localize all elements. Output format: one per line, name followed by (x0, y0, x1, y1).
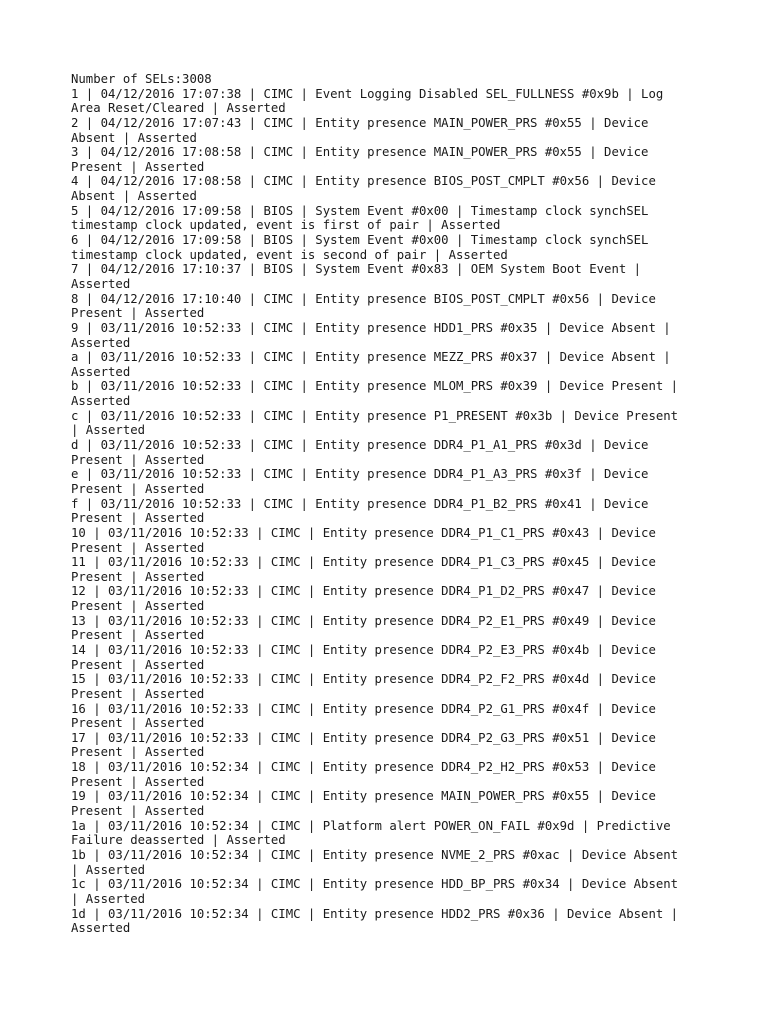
log-line: Present | Asserted (71, 716, 205, 731)
log-line: Present | Asserted (71, 628, 205, 643)
log-line: Asserted (71, 394, 131, 409)
log-line: 16 | 03/11/2016 10:52:33 | CIMC | Entity presence DDR4_P2_G1_PRS #0x4f | Device (71, 701, 656, 716)
log-line: 3 | 04/12/2016 17:08:58 | CIMC | Entity presence MAIN_POWER_PRS #0x55 | Device (71, 145, 649, 160)
log-line: 7 | 04/12/2016 17:10:37 | BIOS | System Event #0x83 | OEM System Boot Event | (71, 262, 642, 277)
log-line: Present | Asserted (71, 306, 205, 321)
log-line: c | 03/11/2016 10:52:33 | CIMC | Entity presence P1_PRESENT #0x3b | Device Present (71, 408, 679, 423)
log-line: Present | Asserted (71, 159, 205, 174)
log-line: 1b | 03/11/2016 10:52:34 | CIMC | Entity presence NVME_2_PRS #0xac | Device Absent (71, 847, 679, 862)
log-line: Asserted (71, 335, 131, 350)
log-line: 17 | 03/11/2016 10:52:33 | CIMC | Entity presence DDR4_P2_G3_PRS #0x51 | Device (71, 730, 656, 745)
log-line: Absent | Asserted (71, 189, 197, 204)
log-line: | Asserted (71, 423, 146, 438)
log-line: Present | Asserted (71, 686, 205, 701)
log-line: timestamp clock updated, event is first of pair | Asserted (71, 218, 501, 233)
log-line: 6 | 04/12/2016 17:09:58 | BIOS | System Event #0x00 | Timestamp clock synchSEL (71, 233, 649, 248)
log-line: 13 | 03/11/2016 10:52:33 | CIMC | Entity presence DDR4_P2_E1_PRS #0x49 | Device (71, 613, 656, 628)
log-line: 1d | 03/11/2016 10:52:34 | CIMC | Entity presence HDD2_PRS #0x36 | Device Absent | (71, 906, 679, 921)
log-line: Present | Asserted (71, 745, 205, 760)
log-line: 1a | 03/11/2016 10:52:34 | CIMC | Platform alert POWER_ON_FAIL #0x9d | Predictive (71, 818, 671, 833)
log-line: 11 | 03/11/2016 10:52:33 | CIMC | Entity presence DDR4_P1_C3_PRS #0x45 | Device (71, 555, 656, 570)
log-line: Asserted (71, 364, 131, 379)
log-line: Asserted (71, 276, 131, 291)
log-line: Present | Asserted (71, 599, 205, 614)
log-line: Present | Asserted (71, 804, 205, 819)
log-line: 8 | 04/12/2016 17:10:40 | CIMC | Entity presence BIOS_POST_CMPLT #0x56 | Device (71, 291, 656, 306)
log-line: 1 | 04/12/2016 17:07:38 | CIMC | Event Logging Disabled SEL_FULLNESS #0x9b | Log (71, 86, 664, 101)
log-line: Present | Asserted (71, 540, 205, 555)
log-line: Present | Asserted (71, 452, 205, 467)
log-line: 18 | 03/11/2016 10:52:34 | CIMC | Entity presence DDR4_P2_H2_PRS #0x53 | Device (71, 760, 656, 775)
log-line: 10 | 03/11/2016 10:52:33 | CIMC | Entity presence DDR4_P1_C1_PRS #0x43 | Device (71, 525, 656, 540)
log-line: 12 | 03/11/2016 10:52:33 | CIMC | Entity presence DDR4_P1_D2_PRS #0x47 | Device (71, 584, 656, 599)
log-line: Asserted (71, 921, 131, 936)
log-line: 2 | 04/12/2016 17:07:43 | CIMC | Entity presence MAIN_POWER_PRS #0x55 | Device (71, 115, 649, 130)
log-line: Present | Asserted (71, 774, 205, 789)
log-line: e | 03/11/2016 10:52:33 | CIMC | Entity presence DDR4_P1_A3_PRS #0x3f | Device (71, 467, 649, 482)
log-line: Area Reset/Cleared | Asserted (71, 101, 286, 116)
log-line: a | 03/11/2016 10:52:33 | CIMC | Entity presence MEZZ_PRS #0x37 | Device Absent | (71, 350, 671, 365)
log-line: 4 | 04/12/2016 17:08:58 | CIMC | Entity presence BIOS_POST_CMPLT #0x56 | Device (71, 174, 656, 189)
log-line: 1c | 03/11/2016 10:52:34 | CIMC | Entity presence HDD_BP_PRS #0x34 | Device Absent (71, 877, 679, 892)
log-line: 9 | 03/11/2016 10:52:33 | CIMC | Entity presence HDD1_PRS #0x35 | Device Absent | (71, 320, 671, 335)
sel-log-text (71, 72, 711, 936)
log-line: f | 03/11/2016 10:52:33 | CIMC | Entity presence DDR4_P1_B2_PRS #0x41 | Device (71, 496, 649, 511)
log-line: Present | Asserted (71, 511, 205, 526)
log-line: 15 | 03/11/2016 10:52:33 | CIMC | Entity presence DDR4_P2_F2_PRS #0x4d | Device (71, 672, 656, 687)
log-line: Failure deasserted | Asserted (71, 833, 286, 848)
log-line: 14 | 03/11/2016 10:52:33 | CIMC | Entity presence DDR4_P2_E3_PRS #0x4b | Device (71, 642, 656, 657)
log-line: 5 | 04/12/2016 17:09:58 | BIOS | System Event #0x00 | Timestamp clock synchSEL (71, 203, 649, 218)
log-line: b | 03/11/2016 10:52:33 | CIMC | Entity presence MLOM_PRS #0x39 | Device Present | (71, 379, 679, 394)
log-line: d | 03/11/2016 10:52:33 | CIMC | Entity presence DDR4_P1_A1_PRS #0x3d | Device (71, 438, 649, 453)
log-line: | Asserted (71, 891, 146, 906)
log-line: | Asserted (71, 862, 146, 877)
log-line: Absent | Asserted (71, 130, 197, 145)
log-line: Present | Asserted (71, 481, 205, 496)
sel-count-line: Number of SELs:3008 (71, 72, 212, 86)
log-line: Present | Asserted (71, 569, 205, 584)
log-line: Present | Asserted (71, 657, 205, 672)
log-line: timestamp clock updated, event is second of pair | Asserted (71, 247, 508, 262)
log-line: 19 | 03/11/2016 10:52:34 | CIMC | Entity presence MAIN_POWER_PRS #0x55 | Device (71, 789, 656, 804)
